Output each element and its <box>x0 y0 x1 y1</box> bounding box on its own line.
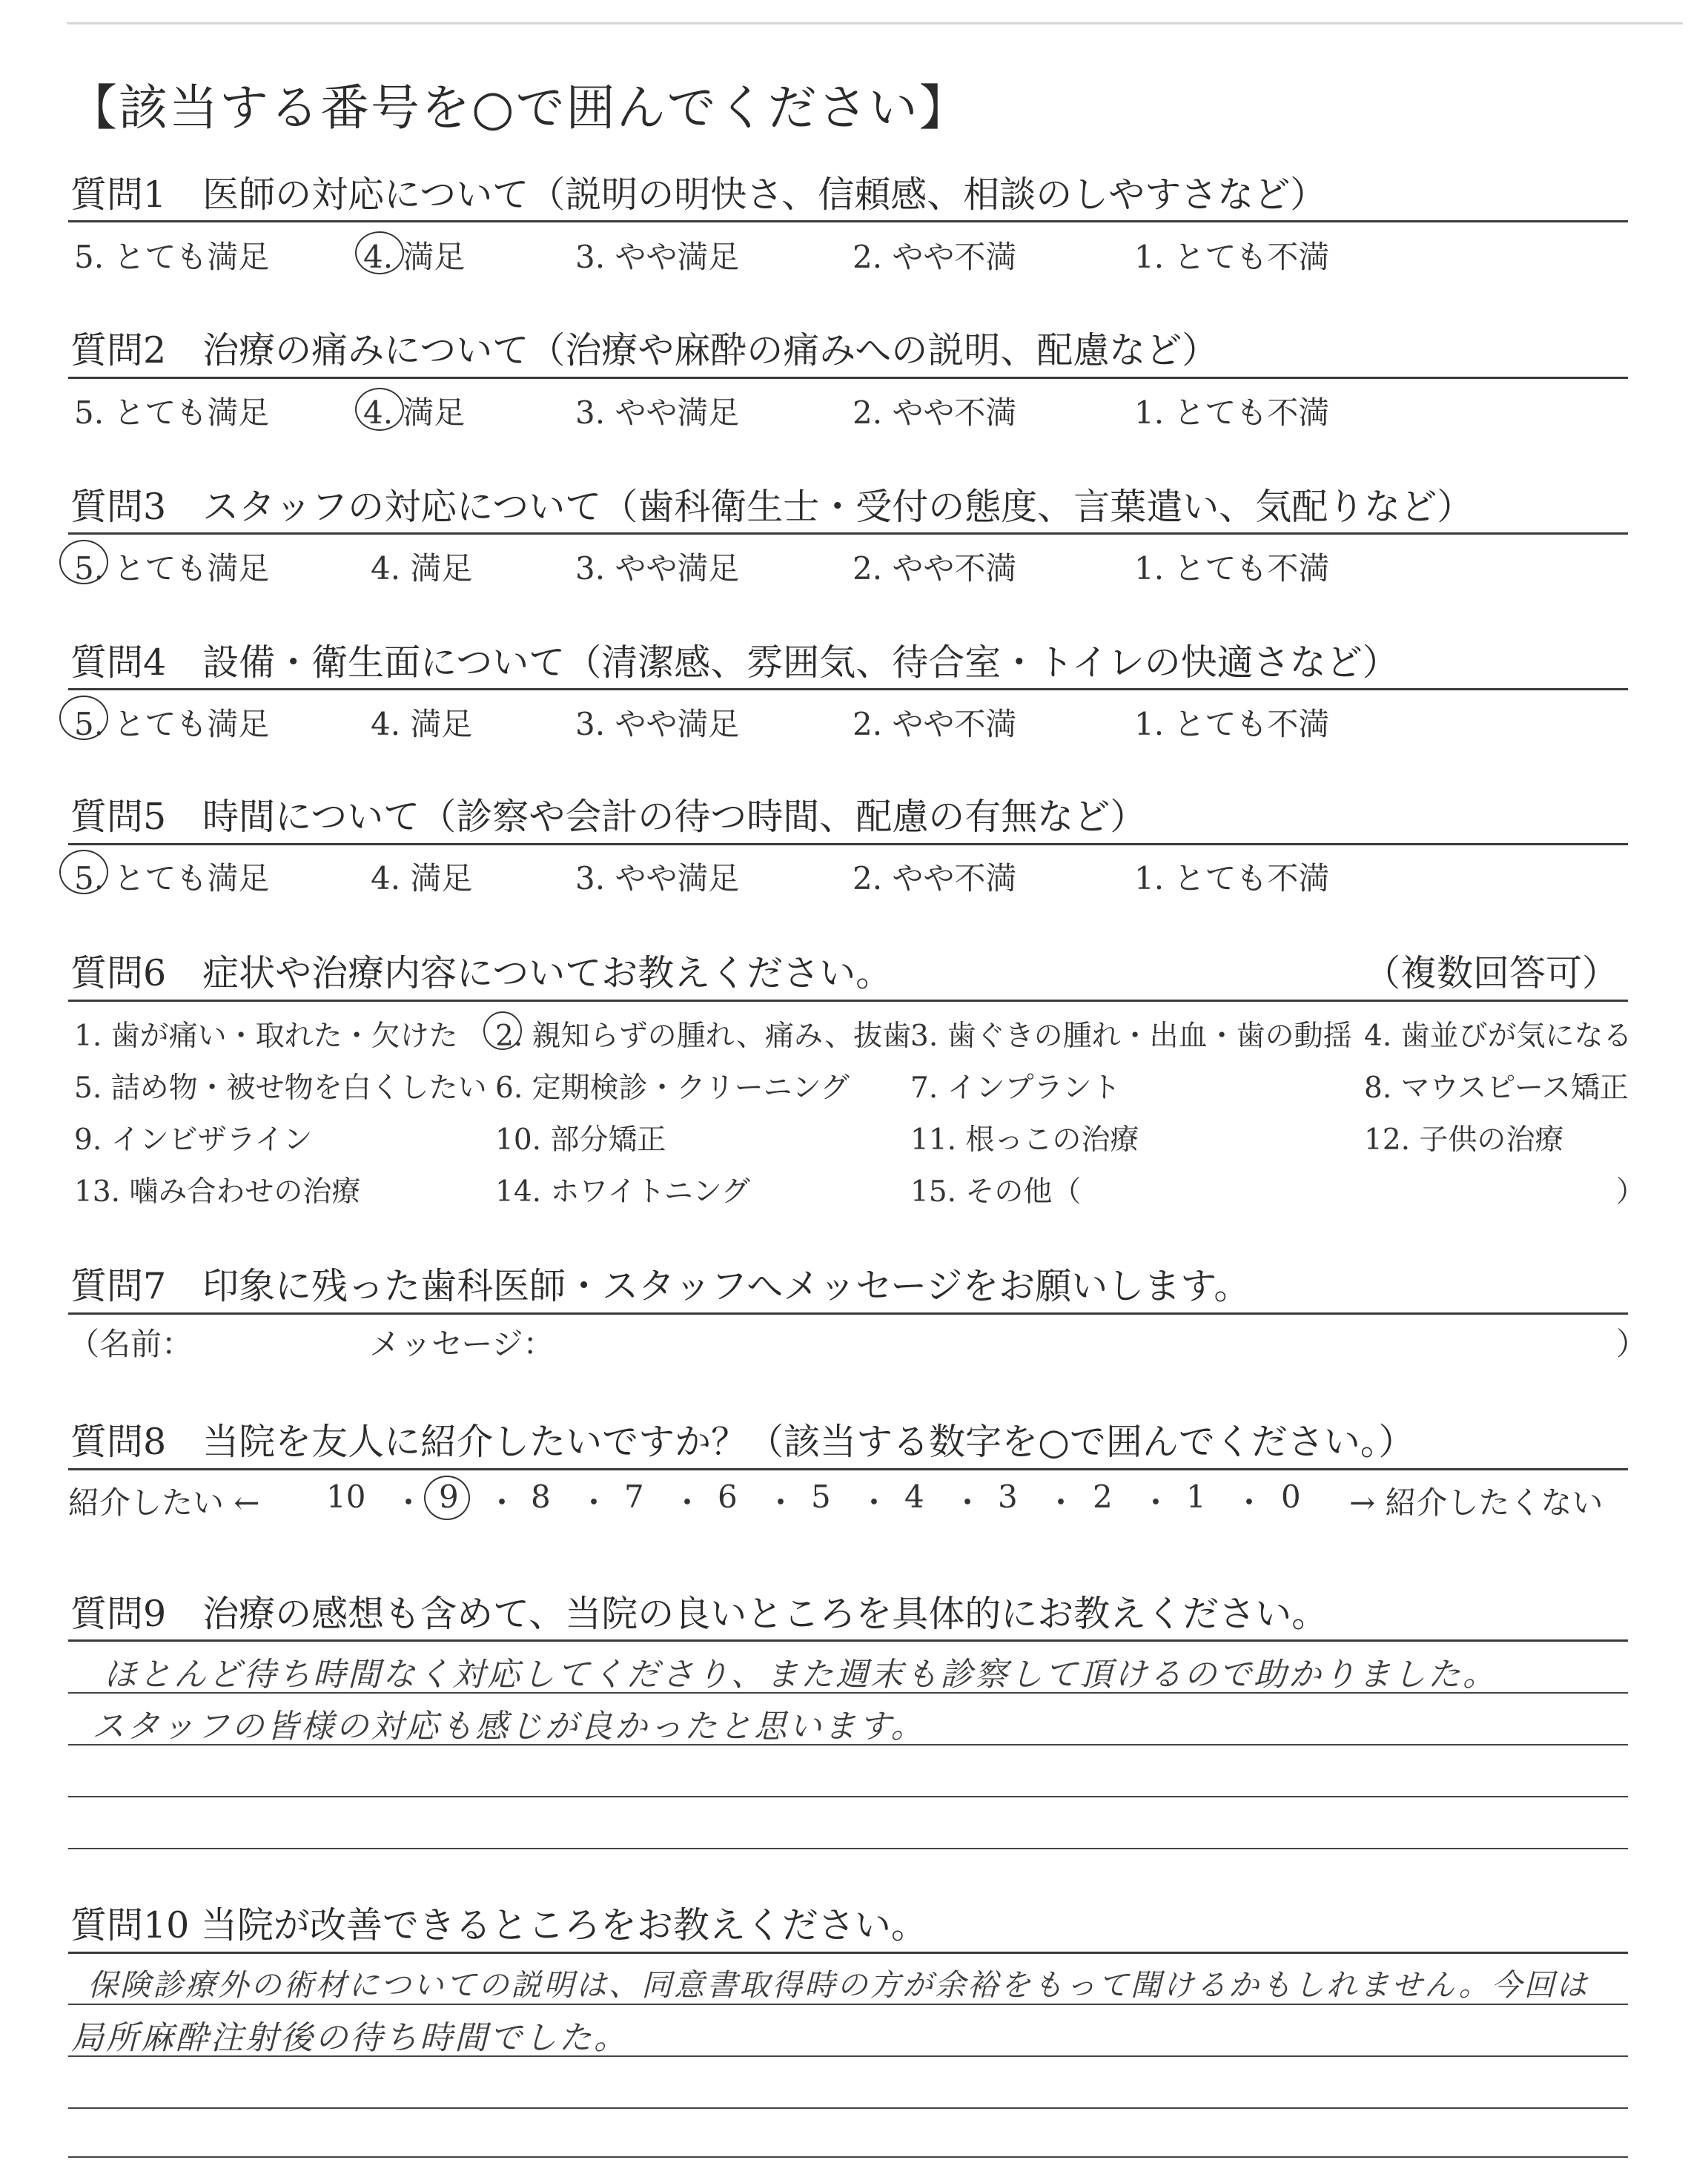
q2-rule <box>68 377 1628 379</box>
q6-selected-circle <box>483 1011 522 1050</box>
q6-option-4[interactable]: 4. 歯並びが気になる <box>1364 1020 1632 1053</box>
q3-option-2[interactable]: 2. やや不満 <box>853 550 1017 587</box>
q4-option-5[interactable]: 5. とても満足 <box>74 706 270 742</box>
q2-option-5[interactable]: 5. とても満足 <box>74 394 270 431</box>
q8-separator: ・ <box>1140 1484 1172 1521</box>
q4-option-3[interactable]: 3. やや満足 <box>575 706 740 742</box>
q8-right-label: → 紹介したくない <box>1349 1484 1603 1521</box>
q8-scale-5[interactable]: 5 <box>811 1479 831 1515</box>
q8-rule <box>68 1468 1628 1470</box>
q8-scale-0[interactable]: 0 <box>1281 1479 1301 1515</box>
q9-answer-line-1: ほとんど待ち時間なく対応してくださり、また週末も診察して頂けるので助かりました。 <box>104 1656 1497 1694</box>
q6-title: 質問6 症状や治療内容についてお教えください。 <box>70 952 893 994</box>
q1-title: 質問1 医師の対応について（説明の明快さ、信頼感、相談のしやすさなど） <box>70 174 1327 216</box>
q8-scale-6[interactable]: 6 <box>718 1479 738 1515</box>
q6-option-11[interactable]: 11. 根っこの治療 <box>910 1123 1139 1157</box>
q6-option-14[interactable]: 14. ホワイトニング <box>495 1175 750 1209</box>
q6-option-6[interactable]: 6. 定期検診・クリーニング <box>495 1071 850 1105</box>
q8-separator: ・ <box>1234 1484 1265 1521</box>
q7-close-paren: ） <box>1616 1326 1648 1362</box>
q6-option-9[interactable]: 9. インビザライン <box>74 1123 313 1157</box>
q8-separator: ・ <box>486 1484 518 1521</box>
q3-option-4[interactable]: 4. 満足 <box>371 550 473 587</box>
q6-option-1[interactable]: 1. 歯が痛い・取れた・欠けた <box>74 1020 458 1053</box>
q10-rule <box>68 1952 1628 1954</box>
q5-option-5[interactable]: 5. とても満足 <box>74 860 270 896</box>
q7-title: 質問7 印象に残った歯科医師・スタッフへメッセージをお願いします。 <box>70 1265 1251 1307</box>
q8-separator: ・ <box>858 1484 890 1521</box>
q8-scale-3[interactable]: 3 <box>998 1479 1018 1515</box>
q1-option-5[interactable]: 5. とても満足 <box>74 239 270 275</box>
q8-separator: ・ <box>393 1484 425 1521</box>
q2-option-3[interactable]: 3. やや満足 <box>575 394 740 431</box>
q8-separator: ・ <box>1045 1484 1077 1521</box>
q1-option-1[interactable]: 1. とても不満 <box>1134 239 1330 275</box>
q3-selected-circle <box>59 540 108 584</box>
q10-answer-line-2: 局所麻酔注射後の待ち時間でした。 <box>71 2019 629 2057</box>
q3-option-1[interactable]: 1. とても不満 <box>1134 550 1330 587</box>
q1-selected-circle <box>355 231 404 274</box>
q5-title: 質問5 時間について（診察や会計の待つ時間、配慮の有無など） <box>70 796 1147 838</box>
q1-option-2[interactable]: 2. やや不満 <box>853 239 1017 275</box>
q2-option-4[interactable]: 4. 満足 <box>363 394 466 431</box>
q7-name-label: （名前： <box>68 1326 193 1362</box>
q1-option-3[interactable]: 3. やや満足 <box>575 239 740 275</box>
q7-message-label: メッセージ： <box>369 1326 555 1362</box>
q2-selected-circle <box>355 388 404 431</box>
form-heading: 【該当する番号を○で囲んでください】 <box>68 79 970 136</box>
q9-answer-rule <box>68 1744 1628 1745</box>
q8-scale-8[interactable]: 8 <box>531 1479 551 1515</box>
q4-option-1[interactable]: 1. とても不満 <box>1134 706 1330 742</box>
q6-option-8[interactable]: 8. マウスピース矯正 <box>1364 1071 1629 1105</box>
q4-rule <box>68 688 1628 690</box>
q10-answer-line-1: 保険診療外の術材についての説明は、同意書取得時の方が余裕をもって聞けるかもしれません。今回は <box>87 1967 1589 2003</box>
q3-option-5[interactable]: 5. とても満足 <box>74 550 270 587</box>
q8-left-label: 紹介したい ← <box>68 1484 260 1521</box>
q10-answer-rule <box>68 2004 1628 2005</box>
q5-rule <box>68 843 1628 845</box>
q6-close-paren: ） <box>1616 1175 1646 1209</box>
q6-rule <box>68 1000 1628 1002</box>
q4-title: 質問4 設備・衛生面について（清潔感、雰囲気、待合室・トイレの快適さなど） <box>70 641 1399 684</box>
q4-option-4[interactable]: 4. 満足 <box>371 706 473 742</box>
q2-option-1[interactable]: 1. とても不満 <box>1134 394 1330 431</box>
q9-answer-rule <box>68 1848 1628 1849</box>
q5-option-3[interactable]: 3. やや満足 <box>575 860 740 896</box>
q10-title: 質問10 当院が改善できるところをお教えください。 <box>70 1904 927 1946</box>
q5-option-2[interactable]: 2. やや不満 <box>853 860 1017 896</box>
q8-separator: ・ <box>952 1484 984 1521</box>
q8-selected-circle <box>424 1476 470 1520</box>
q6-option-10[interactable]: 10. 部分矯正 <box>495 1123 666 1157</box>
q8-separator: ・ <box>672 1484 704 1521</box>
q8-scale-7[interactable]: 7 <box>624 1479 644 1515</box>
q5-option-4[interactable]: 4. 満足 <box>371 860 473 896</box>
q6-option-15[interactable]: 15. その他（ <box>910 1175 1082 1209</box>
q3-title: 質問3 スタッフの対応について（歯科衛生士・受付の態度、言葉遣い、気配りなど） <box>70 486 1474 528</box>
q8-separator: ・ <box>765 1484 797 1521</box>
q9-answer-rule <box>68 1796 1628 1797</box>
q8-scale-2[interactable]: 2 <box>1093 1479 1113 1515</box>
q7-rule <box>68 1312 1628 1315</box>
q5-option-1[interactable]: 1. とても不満 <box>1134 860 1330 896</box>
q6-option-7[interactable]: 7. インプラント <box>910 1071 1121 1105</box>
q9-title: 質問9 治療の感想も含めて、当院の良いところを具体的にお教えください。 <box>70 1593 1328 1635</box>
q6-option-12[interactable]: 12. 子供の治療 <box>1364 1123 1564 1157</box>
q10-answer-rule <box>68 2156 1628 2158</box>
q2-option-2[interactable]: 2. やや不満 <box>853 394 1017 431</box>
q1-option-4[interactable]: 4. 満足 <box>363 239 466 275</box>
q3-option-3[interactable]: 3. やや満足 <box>575 550 740 587</box>
q5-selected-circle <box>59 850 108 894</box>
q8-scale-1[interactable]: 1 <box>1186 1479 1206 1515</box>
q8-separator: ・ <box>578 1484 610 1521</box>
q9-answer-line-2: スタッフの皆様の対応も感じが良かったと思います。 <box>92 1708 926 1745</box>
q6-option-2[interactable]: 2. 親知らずの腫れ、痛み、抜歯 <box>495 1020 912 1053</box>
q1-rule <box>68 220 1628 222</box>
q8-scale-10[interactable]: 10 <box>326 1479 366 1515</box>
q6-option-13[interactable]: 13. 噛み合わせの治療 <box>74 1175 361 1209</box>
q8-scale-9[interactable]: 9 <box>439 1479 459 1515</box>
q8-title: 質問8 当院を友人に紹介したいですか？（該当する数字を○で囲んでください。） <box>70 1421 1415 1463</box>
q10-answer-rule <box>68 2055 1628 2057</box>
q6-note: （複数回答可） <box>1364 952 1619 994</box>
q8-scale-4[interactable]: 4 <box>904 1479 924 1515</box>
top-edge-line <box>67 22 1683 24</box>
q2-title: 質問2 治療の痛みについて（治療や麻酔の痛みへの説明、配慮など） <box>70 329 1219 371</box>
q6-option-3[interactable]: 3. 歯ぐきの腫れ・出血・歯の動揺 <box>910 1020 1352 1053</box>
q6-option-5[interactable]: 5. 詰め物・被せ物を白くしたい <box>74 1071 487 1105</box>
q9-rule <box>68 1639 1628 1642</box>
q3-rule <box>68 532 1628 535</box>
q10-answer-rule <box>68 2107 1628 2109</box>
q4-option-2[interactable]: 2. やや不満 <box>853 706 1017 742</box>
q9-answer-rule <box>68 1692 1628 1694</box>
q4-selected-circle <box>59 696 108 740</box>
